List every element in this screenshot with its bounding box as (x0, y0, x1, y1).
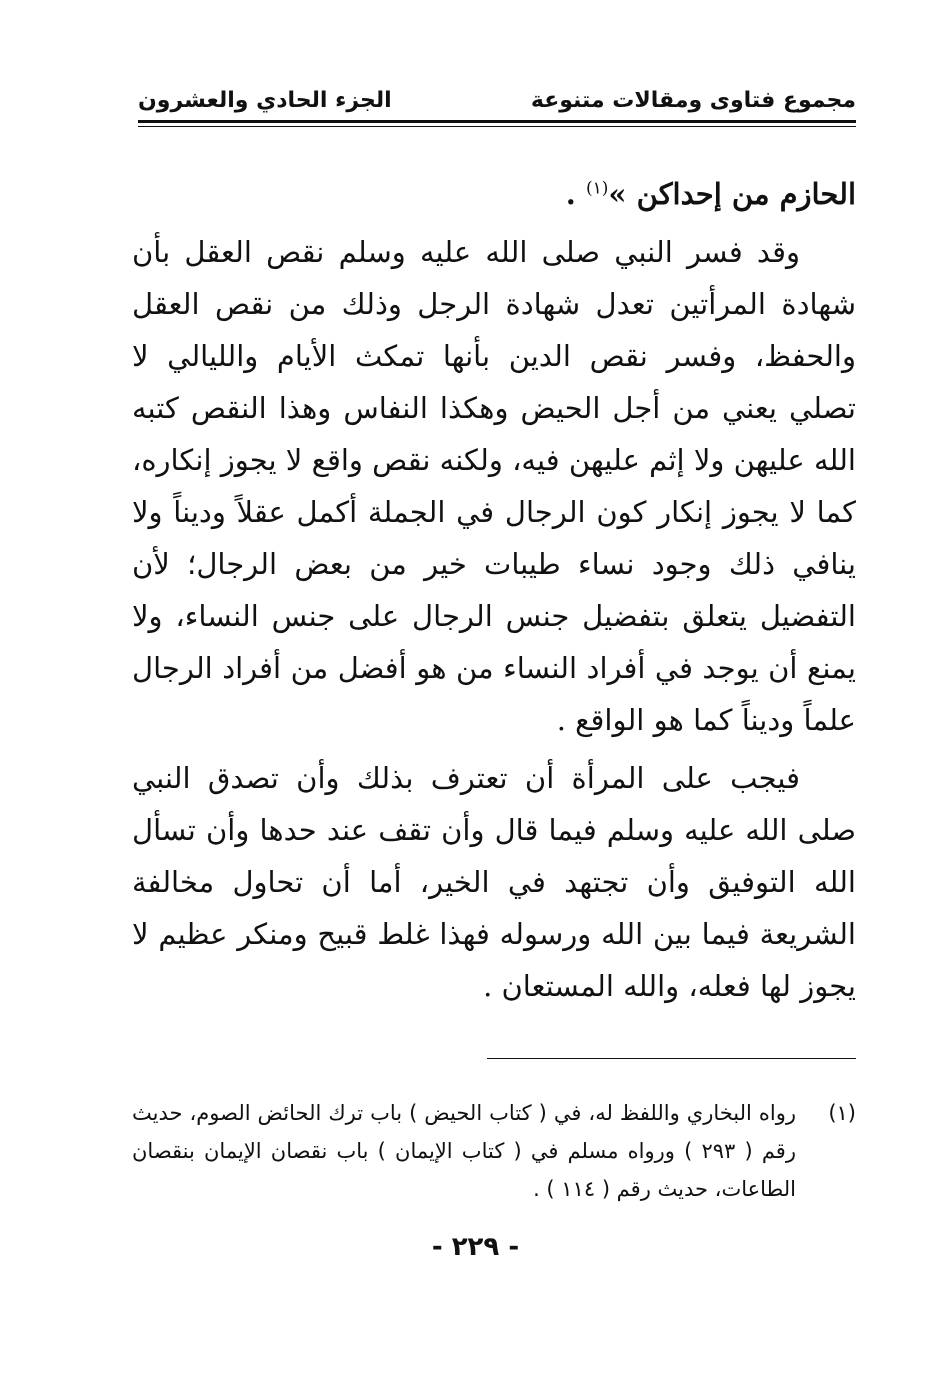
header-rule-thick (138, 120, 856, 123)
footnote-separator (487, 1058, 856, 1059)
opening-line (132, 168, 856, 220)
book-title: مجموع فتاوى ومقالات متنوعة (530, 88, 856, 113)
running-header (138, 82, 856, 122)
main-text (132, 168, 856, 1018)
opening-line-text: الحازم من إحداكن » (608, 177, 856, 211)
footnote-ref: (١) (586, 178, 609, 199)
volume-label: الجزء الحادي والعشرون (138, 88, 392, 113)
opening-line-end: . (565, 177, 576, 211)
footnote-number: (١) (828, 1101, 856, 1125)
page-number: - ٢٢٩ - (431, 1232, 520, 1262)
footnote-text: رواه البخاري واللفظ له، في ( كتاب الحيض ) باب ترك الحائض الصوم، حديث رقم ( ٢٩٣ ) ورواه مسلم في ( كتاب الإيمان ) باب نقصان الإيمان بنقصان الطاعات، حديث رقم ( ١١٤ ) . (132, 1101, 796, 1201)
header-rule-thin (138, 126, 856, 127)
paragraph-1: وقد فسر النبي صلى الله عليه وسلم نقص العقل بأن شهادة المرأتين تعدل شهادة الرجل وذلك من نقص العقل والحفظ، وفسر نقص الدين بأنها تمكث الأيام والليالي لا تصلي يعني من أجل الحيض وهكذا النفاس وهذا النقص كتبه الله عليهن ولا إثم عليهن فيه، ولكنه نقص واقع لا يجوز إنكاره، كما لا يجوز إنكار كون الرجال في الجملة أكمل عقلاً وديناً ولا ينافي ذلك وجود نساء طيبات خير من بعض الرجال؛ لأن التفضيل يتعلق بتفضيل جنس الرجال على جنس النساء، ولا يمنع أن يوجد في أفراد النساء من هو أفضل من أفراد الرجال علماً وديناً كما هو الواقع . (132, 235, 856, 737)
paragraph-2: فيجب على المرأة أن تعترف بذلك وأن تصدق النبي صلى الله عليه وسلم فيما قال وأن تقف عند حدها وأن تسأل الله التوفيق وأن تجتهد في الخير، أما أن تحاول مخالفة الشريعة فيما بين الله ورسوله فهذا غلط قبيح ومنكر عظيم لا يجوز لها فعله، والله المستعان . (132, 761, 856, 1003)
footnote (132, 1094, 856, 1208)
